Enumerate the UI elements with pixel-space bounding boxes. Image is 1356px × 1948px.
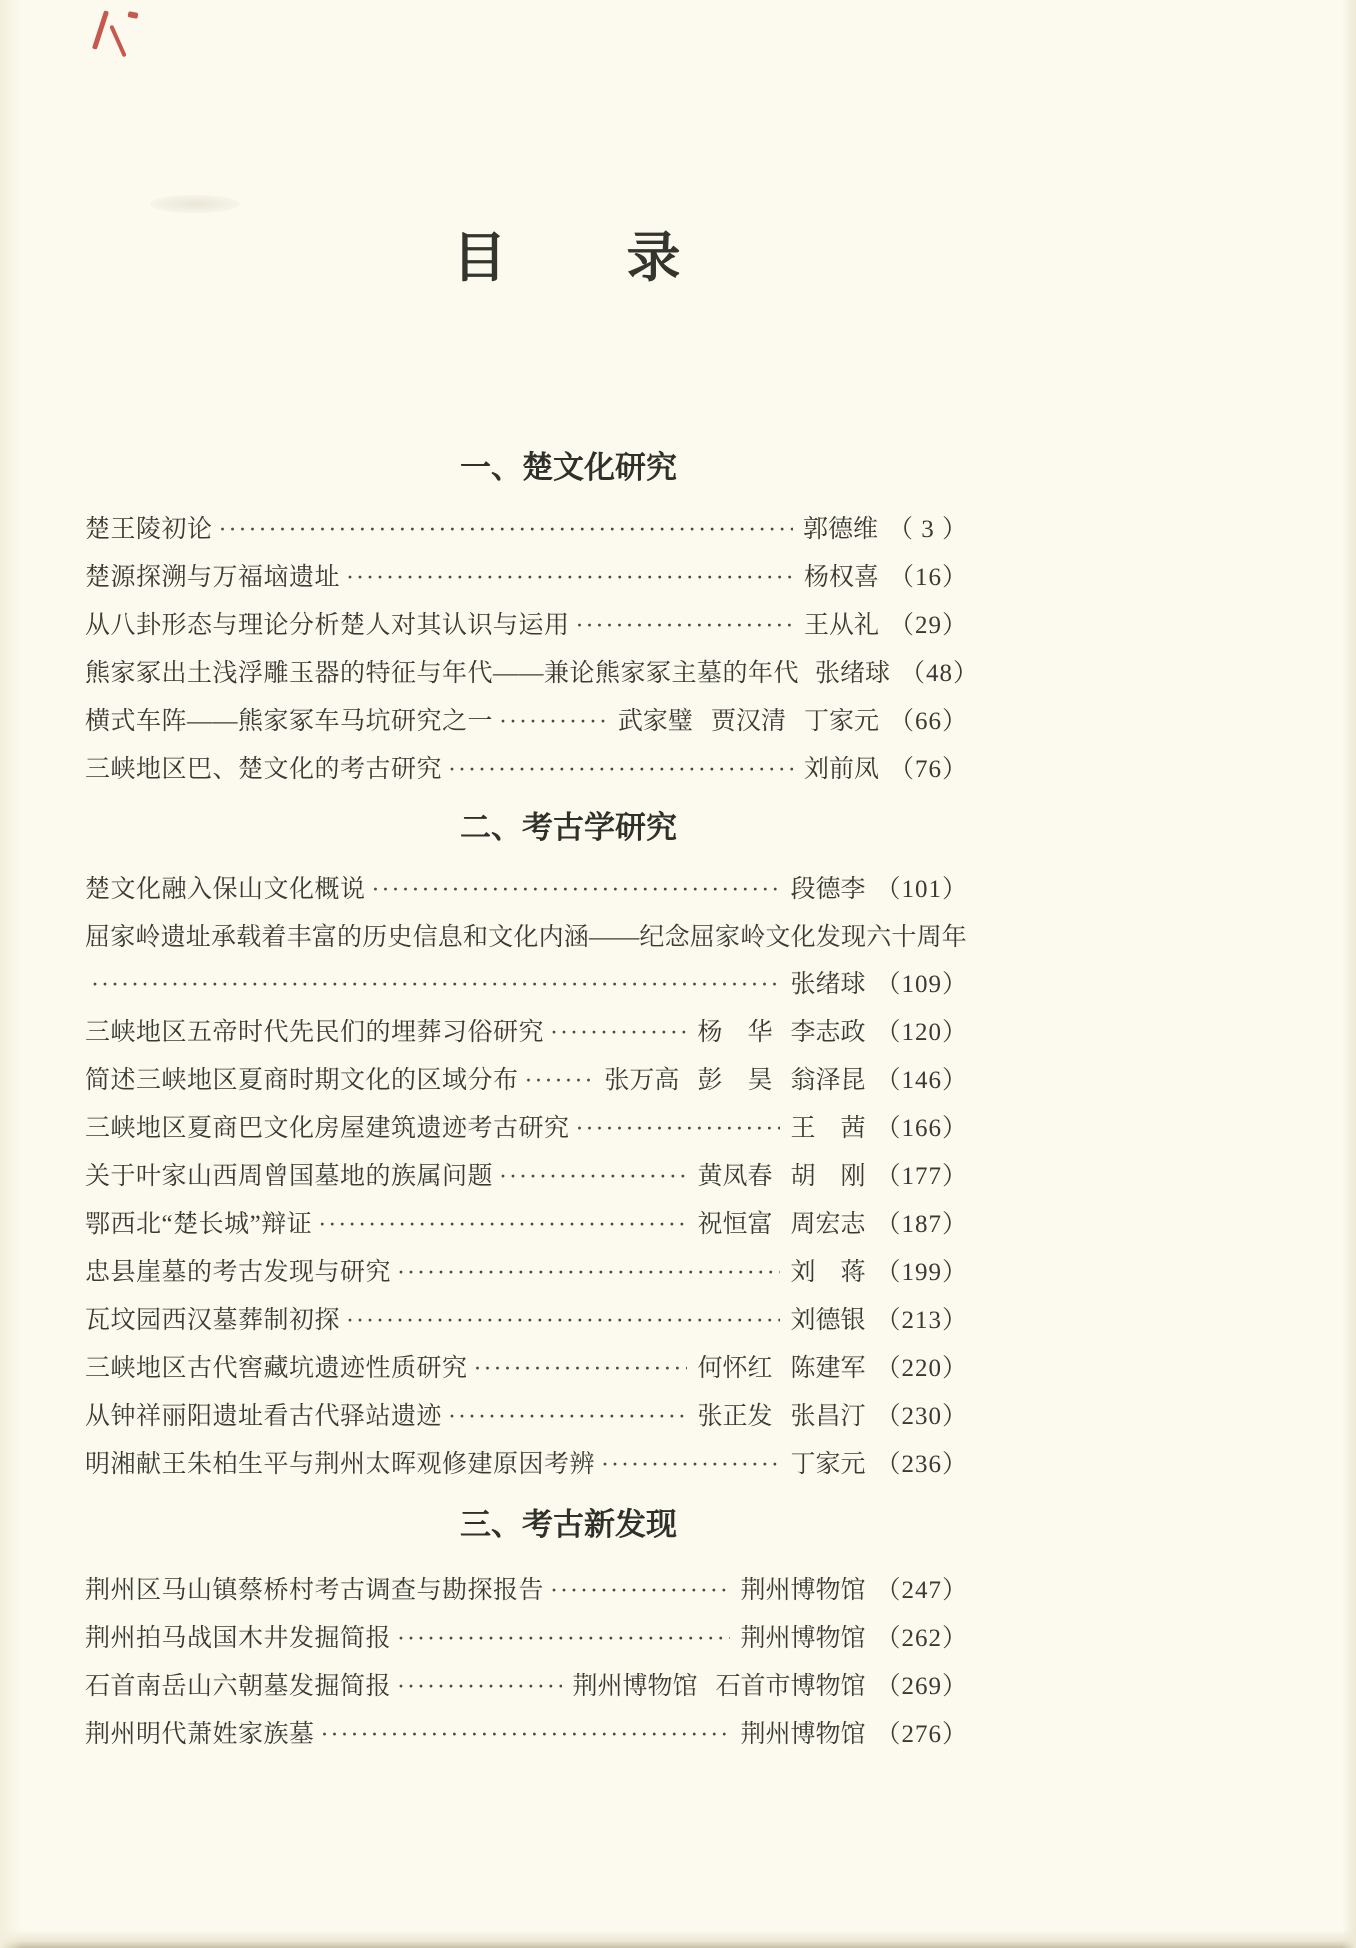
author-name: 荆州博物馆 bbox=[740, 1577, 866, 1604]
author-name: 李志政 bbox=[790, 1019, 866, 1046]
page-number-value: 48 bbox=[926, 660, 954, 687]
page-number: （187） bbox=[875, 1211, 968, 1238]
author-name: 段德李 bbox=[790, 876, 866, 903]
page-number-value: 187 bbox=[901, 1211, 942, 1238]
entry-authors bbox=[604, 1057, 865, 1104]
page-number: （177） bbox=[875, 1163, 968, 1190]
author-name: 武家璧 bbox=[617, 708, 693, 735]
author-name: 祝恒富 bbox=[697, 1211, 773, 1238]
page-number-value: 29 bbox=[914, 612, 942, 639]
toc-entry bbox=[85, 1153, 968, 1201]
toc-entry bbox=[85, 506, 968, 554]
entry-title: 楚文化融入保山文化概说 bbox=[85, 876, 366, 903]
author-name: 刘前凤 bbox=[803, 756, 879, 783]
entry-title: 荆州拍马战国木井发掘简报 bbox=[85, 1625, 392, 1652]
entry-title: 从钟祥丽阳遗址看古代驿站遗迹 bbox=[85, 1403, 443, 1430]
page-number: （ 3 ） bbox=[887, 516, 968, 543]
entry-title: 三峡地区五帝时代先民们的埋葬习俗研究 bbox=[85, 1019, 545, 1046]
author-name: 彭 昊 bbox=[697, 1067, 773, 1094]
entry-authors bbox=[740, 1711, 865, 1758]
page-number-value: 76 bbox=[914, 756, 942, 783]
page-number-value: 247 bbox=[901, 1577, 942, 1604]
entry-authors bbox=[790, 1105, 865, 1152]
page-number-value: 276 bbox=[901, 1721, 942, 1748]
page-number-value: 146 bbox=[901, 1067, 942, 1094]
entry-title: 石首南岳山六朝墓发掘简报 bbox=[85, 1673, 392, 1700]
dotted-leader bbox=[372, 866, 781, 914]
page-number: （166） bbox=[875, 1115, 968, 1142]
entry-authors bbox=[697, 1393, 865, 1440]
entry-authors bbox=[697, 1009, 865, 1056]
dotted-leader bbox=[346, 554, 794, 602]
toc-entry bbox=[85, 602, 968, 650]
page-number: （66） bbox=[888, 708, 968, 735]
author-name: 张绪球 bbox=[815, 660, 891, 687]
author-name: 杨 华 bbox=[697, 1019, 773, 1046]
entry-authors bbox=[790, 1297, 865, 1344]
author-name: 荆州博物馆 bbox=[740, 1625, 866, 1652]
page-number-value: 262 bbox=[901, 1625, 942, 1652]
author-name: 周宏志 bbox=[790, 1211, 866, 1238]
entry-title: 熊家冢出土浅浮雕玉器的特征与年代——兼论熊家冢主墓的年代 bbox=[85, 660, 800, 687]
dotted-leader bbox=[474, 1345, 688, 1393]
entry-authors bbox=[790, 866, 865, 913]
toc-entry bbox=[85, 1441, 968, 1489]
dotted-leader bbox=[576, 602, 794, 650]
section-heading: 三、考古新发现 bbox=[460, 1507, 677, 1542]
toc-entry bbox=[85, 1345, 968, 1393]
entry-title: 关于叶家山西周曾国墓地的族属问题 bbox=[85, 1163, 494, 1190]
page-number-value: 269 bbox=[901, 1673, 942, 1700]
page-number: （109） bbox=[875, 971, 968, 998]
author-name: 张昌汀 bbox=[790, 1403, 866, 1430]
author-name: 张绪球 bbox=[790, 971, 866, 998]
page-number: （48） bbox=[900, 660, 980, 687]
page-number-value: 213 bbox=[901, 1307, 942, 1334]
dotted-leader bbox=[397, 1663, 562, 1711]
section-entries bbox=[85, 866, 968, 1489]
toc-entry bbox=[85, 1297, 968, 1345]
page-number-value: 230 bbox=[901, 1403, 942, 1430]
author-name: 陈建军 bbox=[790, 1355, 866, 1382]
toc-entry bbox=[85, 554, 968, 602]
author-name: 贾汉清 bbox=[710, 708, 786, 735]
page-number: （213） bbox=[875, 1307, 968, 1334]
dotted-leader bbox=[397, 1615, 730, 1663]
page-number: （101） bbox=[875, 876, 968, 903]
dotted-leader bbox=[346, 1297, 780, 1345]
toc-entry bbox=[85, 1567, 968, 1615]
toc-entry bbox=[85, 866, 968, 914]
entry-title: 瓦坟园西汉墓葬制初探 bbox=[85, 1307, 341, 1334]
dotted-leader bbox=[525, 1057, 595, 1105]
dotted-leader bbox=[448, 1393, 687, 1441]
page-number: （230） bbox=[875, 1403, 968, 1430]
page-number: （199） bbox=[875, 1259, 968, 1286]
author-name: 王从礼 bbox=[803, 612, 879, 639]
dotted-leader bbox=[318, 1201, 687, 1249]
author-name: 丁家元 bbox=[790, 1451, 866, 1478]
author-name: 刘 蒋 bbox=[790, 1259, 866, 1286]
page-number-value: 177 bbox=[901, 1163, 942, 1190]
entry-authors bbox=[790, 1249, 865, 1296]
toc-sections bbox=[85, 448, 980, 1759]
toc-entry-continuation bbox=[85, 961, 968, 1009]
dotted-leader bbox=[91, 961, 780, 1009]
page-number: （120） bbox=[875, 1019, 968, 1046]
author-name: 黄凤春 bbox=[697, 1163, 773, 1190]
section-entries bbox=[85, 1567, 968, 1759]
dotted-leader bbox=[448, 746, 794, 794]
entry-authors bbox=[804, 602, 879, 649]
section-heading: 一、楚文化研究 bbox=[460, 450, 677, 485]
entry-authors bbox=[740, 1615, 865, 1662]
page-number-value: 109 bbox=[901, 971, 942, 998]
dotted-leader bbox=[601, 1441, 780, 1489]
page-number-value: 101 bbox=[901, 876, 942, 903]
dotted-leader bbox=[397, 1249, 780, 1297]
toc-entry bbox=[85, 1057, 968, 1105]
entry-authors bbox=[803, 506, 878, 553]
entry-authors bbox=[804, 554, 879, 601]
page-number: （262） bbox=[875, 1625, 968, 1652]
page-number: （29） bbox=[888, 612, 968, 639]
page-number: （276） bbox=[875, 1721, 968, 1748]
section-heading: 二、考古学研究 bbox=[460, 810, 677, 845]
entry-title: 屈家岭遗址承载着丰富的历史信息和文化内涵——纪念屈家岭文化发现六十周年 bbox=[85, 924, 968, 951]
author-name: 荆州博物馆 bbox=[740, 1721, 866, 1748]
entry-title: 简述三峡地区夏商时期文化的区域分布 bbox=[85, 1067, 519, 1094]
page-number: （247） bbox=[875, 1577, 968, 1604]
author-name: 翁泽昆 bbox=[790, 1067, 866, 1094]
author-name: 张万高 bbox=[604, 1067, 680, 1094]
entry-authors bbox=[697, 1153, 865, 1200]
entry-authors bbox=[572, 1663, 865, 1710]
toc-entry bbox=[85, 1615, 968, 1663]
dotted-leader bbox=[219, 506, 793, 554]
page-number-value: 199 bbox=[901, 1259, 942, 1286]
dotted-leader bbox=[550, 1567, 730, 1615]
author-name: 张正发 bbox=[697, 1403, 773, 1430]
page-number-value: 120 bbox=[901, 1019, 942, 1046]
page-number-value: 220 bbox=[901, 1355, 942, 1382]
entry-authors bbox=[790, 961, 865, 1008]
toc-entry bbox=[85, 1393, 968, 1441]
page-number-value: 16 bbox=[914, 564, 942, 591]
page-number-value: 3 bbox=[921, 516, 935, 543]
toc-entry bbox=[85, 1663, 968, 1711]
toc-entry bbox=[85, 650, 980, 698]
toc-entry bbox=[85, 698, 968, 746]
page-number-value: 166 bbox=[901, 1115, 942, 1142]
entry-title: 楚王陵初论 bbox=[85, 516, 213, 543]
author-name: 丁家元 bbox=[803, 708, 879, 735]
entry-title: 鄂西北“楚长城”辩证 bbox=[85, 1211, 313, 1238]
author-name: 荆州博物馆 bbox=[572, 1673, 698, 1700]
section-entries bbox=[85, 506, 980, 794]
author-name: 石首市博物馆 bbox=[715, 1673, 866, 1700]
page-number: （220） bbox=[875, 1355, 968, 1382]
page-title: 目 录 bbox=[452, 228, 685, 288]
entry-authors bbox=[697, 1201, 865, 1248]
dotted-leader bbox=[550, 1009, 687, 1057]
entry-title: 荆州区马山镇蔡桥村考古调查与勘探报告 bbox=[85, 1577, 545, 1604]
entry-title: 明湘献王朱柏生平与荆州太晖观修建原因考辨 bbox=[85, 1451, 596, 1478]
toc-content bbox=[85, 0, 980, 1759]
entry-authors bbox=[740, 1567, 865, 1614]
page-number-value: 66 bbox=[914, 708, 942, 735]
page-number: （16） bbox=[888, 564, 968, 591]
dotted-leader bbox=[321, 1711, 731, 1759]
page-number: （236） bbox=[875, 1451, 968, 1478]
entry-title: 三峡地区古代窖藏坑遗迹性质研究 bbox=[85, 1355, 468, 1382]
dotted-leader bbox=[499, 698, 608, 746]
toc-entry bbox=[85, 914, 968, 961]
toc-entry bbox=[85, 1009, 968, 1057]
author-name: 王 茜 bbox=[790, 1115, 866, 1142]
page-number: （146） bbox=[875, 1067, 968, 1094]
entry-title: 从八卦形态与理论分析楚人对其认识与运用 bbox=[85, 612, 570, 639]
entry-authors bbox=[790, 1441, 865, 1488]
page-number-value: 236 bbox=[901, 1451, 942, 1478]
author-name: 刘德银 bbox=[790, 1307, 866, 1334]
dotted-leader bbox=[576, 1105, 781, 1153]
entry-title: 楚源探溯与万福垴遗址 bbox=[85, 564, 341, 591]
dotted-leader bbox=[499, 1153, 687, 1201]
toc-entry bbox=[85, 1105, 968, 1153]
author-name: 郭德维 bbox=[802, 516, 878, 543]
entry-title: 三峡地区夏商巴文化房屋建筑遗迹考古研究 bbox=[85, 1115, 570, 1142]
author-name: 何怀红 bbox=[697, 1355, 773, 1382]
author-name: 胡 刚 bbox=[790, 1163, 866, 1190]
entry-title: 荆州明代萧姓家族墓 bbox=[85, 1721, 315, 1748]
entry-title: 忠县崖墓的考古发现与研究 bbox=[85, 1259, 392, 1286]
page-number: （76） bbox=[888, 756, 968, 783]
author-name: 杨权喜 bbox=[803, 564, 879, 591]
entry-authors bbox=[697, 1345, 865, 1392]
toc-entry bbox=[85, 746, 968, 794]
page-number: （269） bbox=[875, 1673, 968, 1700]
toc-entry bbox=[85, 1201, 968, 1249]
toc-entry bbox=[85, 1249, 968, 1297]
entry-title: 横式车阵——熊家冢车马坑研究之一 bbox=[85, 708, 494, 735]
entry-authors bbox=[618, 698, 879, 745]
entry-authors bbox=[815, 650, 890, 697]
entry-title: 三峡地区巴、楚文化的考古研究 bbox=[85, 756, 443, 783]
toc-entry bbox=[85, 1711, 968, 1759]
entry-authors bbox=[804, 746, 879, 793]
